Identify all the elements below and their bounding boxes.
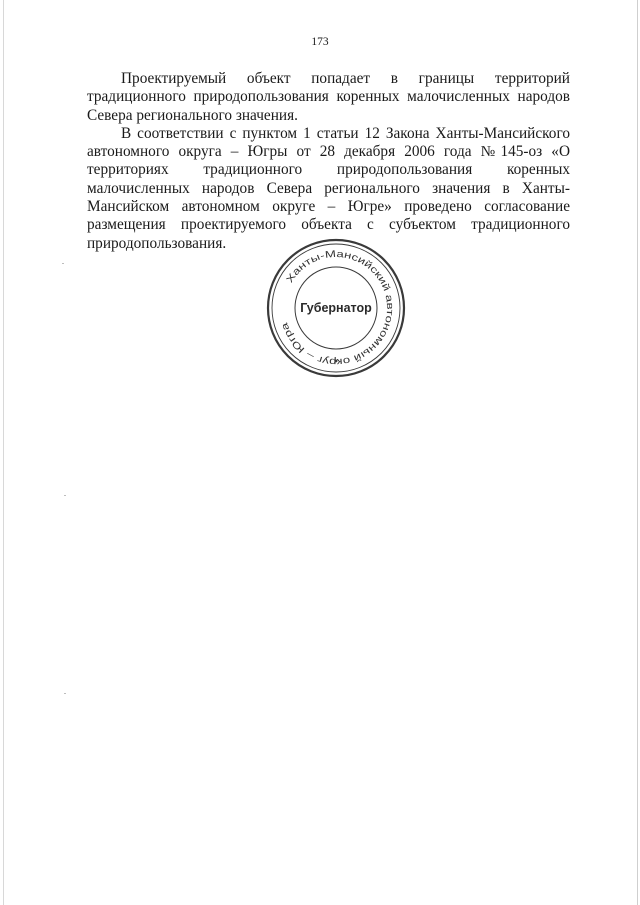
scan-speck — [64, 693, 66, 694]
page-number: 173 — [311, 36, 329, 48]
scan-speck — [62, 263, 64, 264]
governor-seal — [265, 237, 407, 379]
scan-edge-left — [3, 0, 4, 905]
seal-bottom-star — [335, 360, 338, 363]
scan-speck — [64, 495, 66, 496]
seal-ring-text: Ханты-Мансийский автономный округ – Югра — [280, 248, 396, 368]
paragraph-law-reference: В соответствии с пунктом 1 статьи 12 Закона Ханты-Мансийского автономного округа – Югры от 28 декабря 2006 года №145-оз «О территориях традиционного природопользования коренных малочисленных народов Севера регионального значения в Ханты-Мансийском автономном округе – Югре» проведено согласование размещения проектируемого объекта с субъектом традиционного природопользования. — [87, 124, 570, 252]
paragraph-territory: Проектируемый объект попадает в границы территорий традиционного природопользования коренных малочисленных народов Севера регионального значения. — [87, 70, 570, 124]
document-body — [87, 70, 570, 253]
seal-center-text: Губернатор — [300, 301, 372, 315]
scan-edge-right — [637, 0, 638, 905]
seal-graphic — [265, 237, 407, 379]
